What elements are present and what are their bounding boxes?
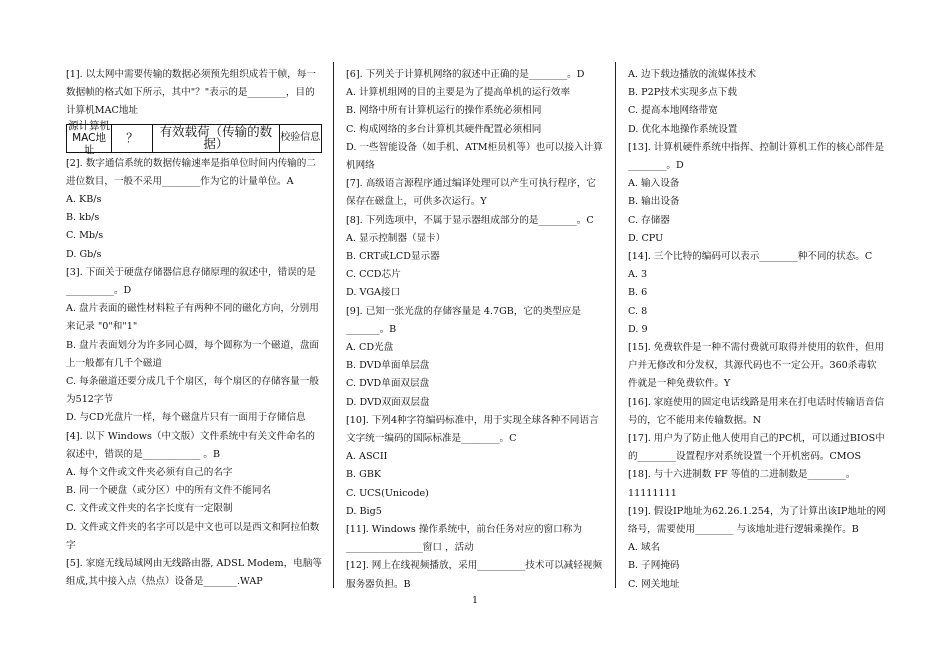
text-line: [9]. 已知一张光盘的存储容量是 4.7GB，它的类型应是_______。B <box>346 305 581 335</box>
text-line: B. 输出设备 <box>628 196 680 208</box>
column-middle <box>346 66 604 594</box>
frame-cell-payload: 有效载荷（传输的数据） <box>153 125 280 152</box>
column-divider-left <box>333 62 334 588</box>
text-line: D. 优化本地操作系统设置 <box>628 123 738 135</box>
text-line: D. 文件或文件夹的名字可以是中文也可以是西文和阿拉伯数字 <box>66 521 320 551</box>
text-line: B. kb/s <box>66 212 100 224</box>
text-line: A. 输入设备 <box>628 178 680 190</box>
text-line: [3]. 下面关于硬盘存储器信息存储原理的叙述中，错误的是__________。D <box>66 266 316 297</box>
frame-cell-checksum: 校验信息 <box>280 132 321 144</box>
text-line: C. 网关地址 <box>628 578 680 590</box>
text-line: [16]. 家庭使用的固定电话线路是用来在打电话时传输语音信号的，它不能用来传输数据。N <box>628 396 885 426</box>
text-line: C. CCD芯片 <box>346 269 401 281</box>
frame-cell-source-mac: 源计算机MAC地址 <box>67 125 112 152</box>
text-line: [18]. 与十六进制数 FF 等值的二进制数是________。11111111 <box>628 469 856 499</box>
text-line: A. 显示控制器（显卡） <box>346 232 446 244</box>
text-line: [11]. Windows 操作系统中，前台任务对应的窗口称为________________窗口 ，活动 <box>346 524 582 554</box>
text-line: [8]. 下列选项中，不属于显示器组成部分的是________。C <box>346 214 594 226</box>
frame-cell-unknown: ？ <box>112 125 153 152</box>
text-line: C. 文件或文件夹的名字长度有一定限制 <box>66 503 233 515</box>
middle-column-lines <box>346 66 604 594</box>
right-column-lines <box>628 66 886 594</box>
column-divider-right <box>615 62 616 588</box>
column-left <box>66 66 322 591</box>
question-1: [1]. 以太网中需要传输的数据必须预先组织成若干帧，每一数据帧的格式如下所示，其中"？"表示的是________，目的计算机MAC地址 <box>66 69 316 117</box>
text-line: [13]. 计算机硬件系统中指挥、控制计算机工作的核心部件是________。D <box>628 141 885 172</box>
text-line: B. CRT或LCD显示器 <box>346 251 440 263</box>
text-line: [7]. 高级语言源程序通过编译处理可以产生可执行程序，它保存在磁盘上，可供多次运行。Y <box>346 178 596 208</box>
text-line: A. ASCII <box>346 451 388 463</box>
text-line: D. CPU <box>628 232 664 244</box>
text-line: [10]. 下列4种字符编码标准中，用于实现全球各种不同语言文字统一编码的国际标准是________。C <box>346 414 599 445</box>
text-line: B. 网络中所有计算机运行的操作系统必须相同 <box>346 105 542 117</box>
text-line: D. DVD双面双层盘 <box>346 396 430 408</box>
column-right <box>628 66 886 594</box>
left-column-lines <box>66 155 322 592</box>
text-line: C. 每条磁道还要分成几千个扇区，每个扇区的存储容量一般为512字节 <box>66 376 319 406</box>
text-line: B. 子网掩码 <box>628 560 680 572</box>
text-line: A. 边下载边播放的流媒体技术 <box>628 69 757 80</box>
text-line: B. 同一个硬盘（或分区）中的所有文件不能同名 <box>66 485 272 497</box>
text-line: A. 计算机组网的目的主要是为了提高单机的运行效率 <box>346 87 571 99</box>
text-line: [5]. 家庭无线局域网由无线路由器, ADSL Modem，电脑等组成,其中接入点（热点）设备是_______.WAP <box>66 558 323 588</box>
text-line: [4]. 以下 Windows（中文版）文件系统中有关文件命名的叙述中，错误的是____________ 。B <box>66 430 316 460</box>
text-line: D. Gb/s <box>66 248 102 260</box>
text-line: [14]. 三个比特的编码可以表示________种不同的状态。C <box>628 251 873 263</box>
page-number: 1 <box>471 595 479 606</box>
text-line: [2]. 数字通信系统的数据传输速率是指单位时间内传输的二进位数目，一般不采用________作为它的计量单位。A <box>66 157 316 187</box>
text-line: D. 一些智能设备（如手机、ATM柜员机等）也可以接入计算机网络 <box>346 141 603 172</box>
text-line: A. CD光盘 <box>346 342 394 354</box>
text-line: [6]. 下列关于计算机网络的叙述中正确的是________。D <box>346 69 585 80</box>
text-line: [17]. 用户为了防止他人使用自己的PC机，可以通过BIOS中的________设置程序对系统设置一个开机密码。CMOS <box>628 433 885 463</box>
text-line: B. DVD单面单层盘 <box>346 360 430 372</box>
text-line: [15]. 免费软件是一种不需付费就可取得并使用的软件，但用户并无修改和分发权，其源代码也不一定公开。360杀毒软件就是一种免费软件。Y <box>628 342 885 390</box>
text-line: C. DVD单面双层盘 <box>346 378 430 390</box>
text-line: C. Mb/s <box>66 230 104 242</box>
text-line: A. 3 <box>628 269 648 281</box>
text-line: C. UCS(Unicode) <box>346 487 429 499</box>
text-line: B. 盘片表面划分为许多同心圆，每个圆称为一个磁道，盘面上一般都有几千个磁道 <box>66 339 319 369</box>
text-line: D. Big5 <box>346 505 382 517</box>
text-line: [19]. 假设IP地址为62.26.1.254，为了计算出该IP地址的网络号，需要使用________ 与该地址进行逻辑乘操作。B <box>628 505 886 536</box>
text-line: B. 6 <box>628 287 648 299</box>
text-line: A. 域名 <box>628 542 661 554</box>
text-line: D. 与CD光盘片一样，每个磁盘片只有一面用于存储信息 <box>66 412 306 424</box>
text-line: D. 9 <box>628 323 648 335</box>
text-line: A. 盘片表面的磁性材料粒子有两种不同的磁化方向，分别用来记录 "0"和"1" <box>66 303 319 333</box>
text-line: B. P2P技术实现多点下载 <box>628 87 737 99</box>
text-line: C. 构成网络的多台计算机其硬件配置必须相同 <box>346 123 542 135</box>
text-line: C. 存储器 <box>628 214 670 226</box>
text-line: A. 每个文件或文件夹必须有自己的名字 <box>66 467 233 479</box>
text-line: C. 8 <box>628 305 648 317</box>
text-line: A. KB/s <box>66 194 102 206</box>
text-line: D. VGA接口 <box>346 287 401 299</box>
text-line: C. 提高本地网络带宽 <box>628 105 718 117</box>
ethernet-frame-diagram <box>66 120 322 157</box>
text-line: [12]. 网上在线视频播放，采用__________技术可以减轻视频服务器负担。B <box>346 560 603 590</box>
text-line: B. GBK <box>346 469 382 481</box>
